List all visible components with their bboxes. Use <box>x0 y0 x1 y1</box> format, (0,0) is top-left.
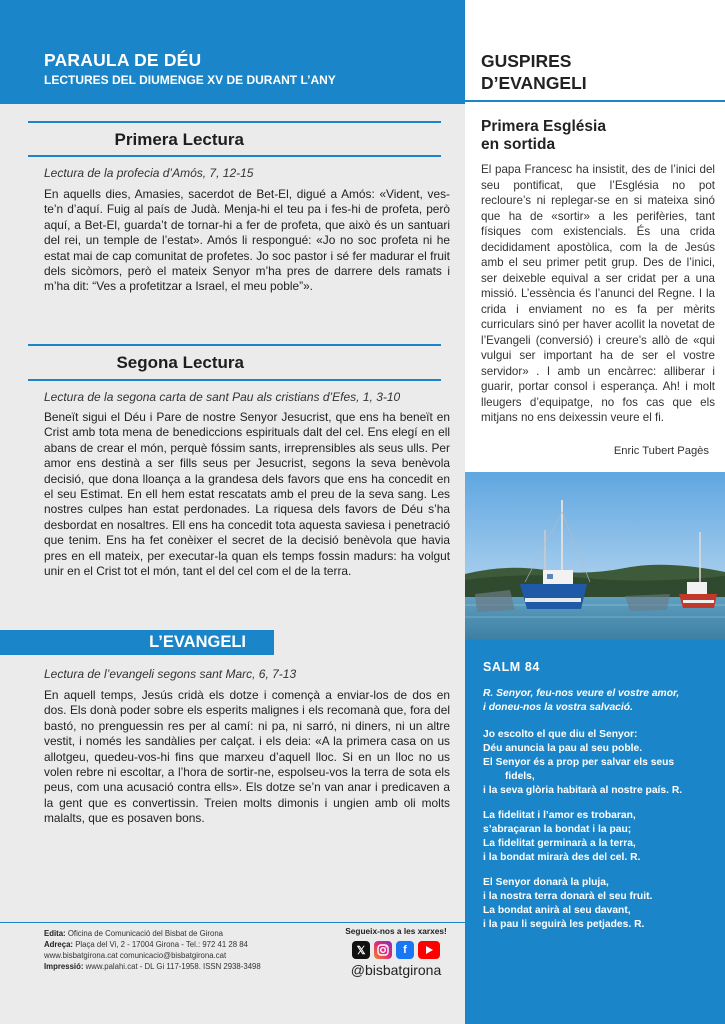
impressio-value: www.palahi.cat - DL Gi 117-1958. ISSN 2938-3498 <box>83 962 261 971</box>
left-header <box>0 0 465 104</box>
fishing-boats-photo <box>465 472 725 640</box>
section-divider <box>28 155 441 157</box>
youtube-icon[interactable] <box>418 941 440 959</box>
psalm-line: s’abraçaran la bondat i la pau; <box>483 824 632 835</box>
psalm-line: La fidelitat germinarà a la terra, <box>483 838 636 849</box>
footer-credits <box>44 928 334 972</box>
psalm-line: La fidelitat i l’amor es trobaran, <box>483 810 636 821</box>
footer-web[interactable]: www.bisbatgirona.cat comunicacio@bisbatgirona.cat <box>44 951 227 960</box>
psalm-line: Jo escolto el que diu el Senyor: <box>483 729 638 740</box>
section-divider <box>28 121 441 123</box>
psalm-stanza-1 <box>483 728 721 798</box>
social-block <box>340 926 452 978</box>
footer-divider <box>0 922 465 923</box>
psalm-line: fidels, <box>505 771 535 782</box>
gospel-text: En aquell temps, Jesús cridà els dotze i començà a enviar-los de dos en dos. Els donà poder sobre els esperits malignes i els recomanà que, fora del bastó, no prenguessin res per al camí: ni pa, ni sarró, ni diners, ni un altre vestit, i només les sandàlies per calçat. i els deia: «A la primera casa on us allotgeu, quedeu-vos-hi fins que marxeu d’aquell lloc. Si en un lloc no us volen rebre ni escoltar, a l’hora de sortir-ne, espolseu-vos la terra de sota els peus, com una acusació contra ells». Els dotze se’n van anar i predicaven a la gent que es convertissin. Treien molts dimonis i ungien amb oli molts malalts, que es posaven bons. <box>44 688 450 826</box>
sidebar-divider <box>465 100 725 102</box>
section-divider <box>28 344 441 346</box>
sidebar-title-line: D’EVANGELI <box>481 73 587 93</box>
second-reading-reference: Lectura de la segona carta de sant Pau als cristians d’Efes, 1, 3-10 <box>44 390 401 404</box>
sidebar-subtitle-line: Primera Església <box>481 118 606 135</box>
psalm-stanza-3 <box>483 876 721 932</box>
facebook-icon[interactable]: f <box>396 941 414 959</box>
second-reading-text: Beneït sigui el Déu i Pare de nostre Senyor Jesucrist, que ens ha beneït en Crist amb tota mena de benediccions espirituals dalt del cel. Ens elegí en ell abans de crear el món, perquè fóssim sants, irreprensibles als seus ulls. Per amor ens destinà a ser fills seus per Jesucrist, segons la seva benèvola decisió, que dona lloança a la grandesa dels favors que ens ha concedit en el seu Estimat. En ell hem estat rescatats amb el preu de la seva sang. Les nostres culpes han estat perdonades. La riquesa dels favors de Déu s’ha desbordat en nosaltres. Ell ens ha concedit tota aquesta saviesa i penetració que tenim. Ens ha fet conèixer el secret de la decisió benèvola que havia pres en ell mateix, per executar-la quan els temps fossin madurs: ha volgut unir en el Crist tot el món, tant el del cel com el de la terra. <box>44 410 450 579</box>
psalm-response <box>483 687 718 715</box>
adreca-value: Plaça del Vi, 2 - 17004 Girona - Tel.: 972 41 28 84 <box>73 940 248 949</box>
sidebar-subtitle-line: en sortida <box>481 136 556 153</box>
psalm-line: i la seva glòria habitarà al nostre país. R. <box>483 785 683 796</box>
psalm-line: i la nostra terra donarà el seu fruit. <box>483 891 653 902</box>
psalm-line: Déu anuncia la pau al seu poble. <box>483 743 643 754</box>
psalm-response-line: i doneu-nos la vostra salvació. <box>483 702 633 713</box>
sidebar-title-line: GUSPIRES <box>481 51 572 71</box>
social-icons <box>340 941 452 959</box>
page-subtitle: LECTURES DEL DIUMENGE XV DE DURANT L’ANY <box>44 73 336 87</box>
second-reading-title: Segona Lectura <box>116 353 244 372</box>
sidebar-text: El papa Francesc ha insistit, des de l’inici del seu pontificat, que l’Església no pot recloure’s ni replegar-se en si mateixa sinó que ha de «sortir» a les perifèries, tant físiques com existencials. És una crida decididament apostòlica, com la de Jesús amb el seu primer petit grup. Des de l’inici, ser deixeble equival a ser cridat per a una missió. L’essència és l’anunci del Regne. I la crida i enviament no es fa per mèrits curriculars sinó per haver acollit la novetat de l’Evangeli (conversió) i creure’s allò de «qui vulgui ser important ha de ser el vostre servidor» . I amb un encàrrec: alliberar i guarir, portar consol i esperança. Ah! i molt lleugers d’equipatge, no fos cas que els mitjans no ens deixessin veure el fi. <box>481 163 715 424</box>
edita-value: Oficina de Comunicació del Bisbat de Girona <box>65 929 223 938</box>
first-reading-title: Primera Lectura <box>114 130 244 149</box>
social-label: Segueix-nos a les xarxes! <box>345 926 447 936</box>
edita-label: Edita: <box>44 929 66 938</box>
page-title: PARAULA DE DÉU <box>44 50 202 70</box>
adreca-label: Adreça: <box>44 940 74 949</box>
psalm-line: El Senyor donarà la pluja, <box>483 877 609 888</box>
first-reading-text: En aquells dies, Amasies, sacerdot de Bet-El, digué a Amós: «Vident, ves-te’n d’aquí. Fuig al país de Judà. Menja-hi el teu pa i fes-hi de profeta, però aquí, a Bet-El, guarda’t de tornar-hi a fer de profeta, que això és un santuari del rei, un temple de l’estat». Amós li respongué: «Jo no soc profeta ni he estat mai de cap comunitat de profetes. Jo soc pastor i sé fer madurar el fruit dels sicòmors, però el mateix Senyor m’ha pres de darrere dels ramats i m’ha dit: “Ves a profetitzar a Israel, el meu poble”». <box>44 187 450 294</box>
gospel-header <box>0 630 274 655</box>
psalm-title: SALM 84 <box>483 660 540 674</box>
psalm-line: i la bondat mirarà des del cel. R. <box>483 852 641 863</box>
psalm-line: i la pau li seguirà les petjades. R. <box>483 919 645 930</box>
sidebar-column <box>465 0 725 1024</box>
first-reading-reference: Lectura de la profecia d’Amós, 7, 12-15 <box>44 166 254 180</box>
psalm-response-line: R. Senyor, feu-nos veure el vostre amor, <box>483 688 680 699</box>
sidebar-subtitle <box>481 118 711 154</box>
sidebar-title <box>481 50 587 94</box>
psalm-stanza-2 <box>483 809 721 865</box>
instagram-icon[interactable] <box>374 941 392 959</box>
x-icon[interactable]: 𝕏 <box>352 941 370 959</box>
section-divider <box>28 379 441 381</box>
psalm-line: El Senyor és a prop per salvar els seus <box>483 757 675 768</box>
social-handle[interactable]: @bisbatgirona <box>350 962 442 978</box>
psalm-panel <box>465 640 725 1024</box>
gospel-reference: Lectura de l’evangeli segons sant Marc, 6, 7-13 <box>44 667 297 681</box>
gospel-title: L’EVANGELI <box>149 633 246 651</box>
psalm-line: La bondat anirà al seu davant, <box>483 905 631 916</box>
impressio-label: Impressió: <box>44 962 84 971</box>
sidebar-author: Enric Tubert Pagès <box>613 445 709 457</box>
